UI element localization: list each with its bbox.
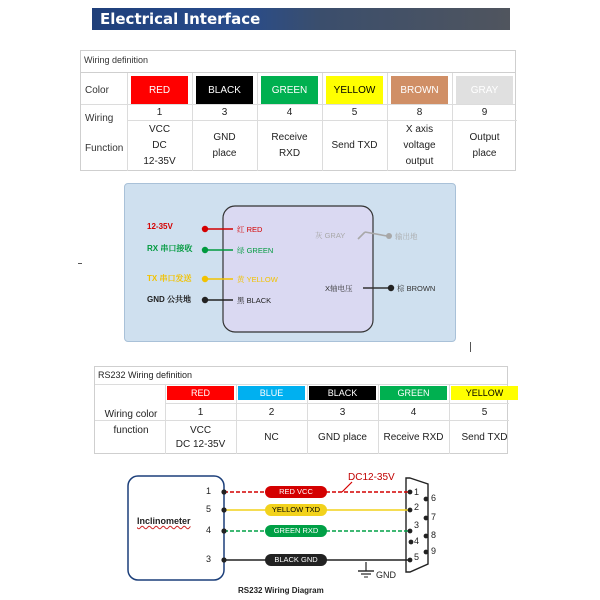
function-line: GND place: [318, 432, 367, 443]
dsub-pin-number: 9: [431, 546, 437, 556]
function-line: Output: [469, 132, 500, 143]
function-cell: [127, 121, 192, 171]
color-swatch-yellow: YELLOW: [451, 386, 518, 400]
function-line: VCC: [189, 425, 212, 436]
wire-terminal: [221, 489, 226, 494]
function-line: VCC: [148, 124, 171, 135]
wiring-number: 9: [481, 107, 488, 118]
wiring-definition-table: [80, 50, 516, 171]
function-line: RXD: [278, 148, 301, 159]
diagram-caption: RS232 Wiring Diagram: [238, 586, 324, 595]
device-pin-number: 1: [206, 486, 212, 496]
function-cell: [192, 121, 257, 171]
inner-label-x-voltage: X轴电压: [325, 284, 353, 293]
color-swatch-brown: BROWN: [391, 76, 448, 104]
wiring-diagram-chinese: [124, 183, 456, 342]
color-swatch-green: GREEN: [261, 76, 318, 104]
dc-label: DC12-35V: [348, 472, 395, 483]
wiring-diagram-svg: [125, 184, 457, 343]
dsub-pin-number: 2: [414, 502, 420, 512]
wiring-number: 3: [339, 406, 346, 418]
wire-label: YELLOW TXD: [271, 505, 321, 514]
function-line: place: [212, 148, 237, 159]
device-pin-number: 3: [206, 554, 212, 564]
color-swatch-red: RED: [131, 76, 188, 104]
device-label: Inclinometer: [137, 516, 191, 526]
stray-mark: [78, 263, 82, 264]
function-cell: [165, 421, 236, 455]
dsub-pin-dot: [408, 558, 413, 563]
inner-label-green: 绿 GREEN: [237, 246, 274, 255]
function-cell: [307, 421, 378, 455]
label-power: 12-35V: [147, 222, 173, 231]
color-swatch-gray: GRAY: [456, 76, 513, 104]
color-swatch-yellow: YELLOW: [326, 76, 383, 104]
color-swatch-red: RED: [167, 386, 234, 400]
row-label-function: Function: [85, 143, 124, 154]
function-line: output: [405, 156, 434, 167]
color-swatch-green: GREEN: [380, 386, 447, 400]
dsub-pin-number: 8: [431, 530, 437, 540]
wire-label: BLACK GND: [274, 555, 318, 564]
inner-label-yellow: 黄 YELLOW: [237, 275, 278, 284]
function-line: Send TXD: [331, 140, 378, 151]
row-label-wiring-color: Wiring color function: [104, 409, 158, 436]
function-line: Receive: [271, 132, 308, 143]
stray-cursor-mark: [470, 342, 471, 352]
function-cell: [322, 121, 387, 171]
outer-label-output-gnd: 输出地: [395, 232, 418, 241]
dsub-pin-dot: [408, 490, 413, 495]
function-line: NC: [264, 432, 279, 443]
wiring-number: 5: [351, 107, 358, 118]
label-gnd: GND 公共地: [147, 295, 191, 304]
function-line: GND: [213, 132, 236, 143]
device-pin-number: 4: [206, 525, 212, 535]
row-label-wiring: Wiring: [85, 113, 114, 124]
function-line: DC 12-35V: [175, 439, 226, 450]
label-rx: RX 串口接收: [147, 244, 193, 253]
wire-terminal: [221, 507, 226, 512]
function-line: place: [472, 148, 497, 159]
wire-terminal: [221, 528, 226, 533]
color-swatch-black: BLACK: [196, 76, 253, 104]
function-line: 12-35V: [143, 156, 176, 167]
function-line: voltage: [403, 140, 436, 151]
function-line: DC: [152, 140, 167, 151]
inner-label-gray: 灰 GRAY: [315, 231, 346, 240]
function-cell: [236, 421, 307, 455]
dsub-pin-number: 4: [414, 536, 420, 546]
rs232-wiring-diagram: [120, 466, 460, 596]
device-pin-number: 5: [206, 504, 212, 514]
wiring-number: 1: [156, 107, 163, 118]
function-cell: [387, 121, 452, 171]
wiring-number: 4: [286, 107, 293, 118]
dsub-pin-dot: [424, 550, 429, 555]
gnd-label: GND: [376, 570, 396, 580]
inner-label-black: 黑 BLACK: [237, 296, 272, 305]
dsub-pin-dot: [408, 529, 413, 534]
wiring-number: 8: [416, 107, 423, 118]
wiring-number: 1: [197, 406, 204, 418]
inner-label-red: 红 RED: [237, 225, 263, 234]
section-title: Electrical Interface: [100, 10, 261, 28]
function-line: X axis: [405, 124, 434, 135]
wiring-number: 3: [221, 107, 228, 118]
wiring-number: 4: [410, 406, 417, 418]
dsub-pin-number: 7: [431, 512, 437, 522]
wire-terminal: [221, 557, 226, 562]
dsub-pin-dot: [424, 497, 429, 502]
section-banner: [92, 8, 510, 30]
function-cell: [452, 121, 517, 171]
dsub-pin-dot: [424, 516, 429, 521]
wiring-number: 2: [268, 406, 275, 418]
outer-label-brown: 棕 BROWN: [397, 284, 436, 293]
dsub-pin-dot: [408, 508, 413, 513]
table-caption: Wiring definition: [81, 51, 515, 73]
row-label-color: Color: [85, 85, 109, 96]
dsub-pin-number: 6: [431, 493, 437, 503]
color-swatch-black: BLACK: [309, 386, 376, 400]
dsub-pin-number: 3: [414, 520, 420, 530]
dsub-pin-number: 5: [414, 552, 420, 562]
table-caption: RS232 Wiring definition: [98, 370, 193, 380]
function-line: Receive RXD: [383, 432, 444, 443]
dsub-pin-dot: [424, 534, 429, 539]
color-swatch-blue: BLUE: [238, 386, 305, 400]
rs232-definition-table: [94, 366, 508, 454]
function-cell: [449, 421, 520, 455]
function-cell: [257, 121, 322, 171]
dsub-pin-number: 1: [414, 487, 420, 497]
function-line: Send TXD: [461, 432, 508, 443]
label-tx: TX 串口发送: [147, 274, 192, 283]
function-cell: [378, 421, 449, 455]
wiring-number: 5: [481, 406, 488, 418]
wire-label: GREEN RXD: [273, 526, 319, 535]
wire-label: RED VCC: [279, 487, 313, 496]
